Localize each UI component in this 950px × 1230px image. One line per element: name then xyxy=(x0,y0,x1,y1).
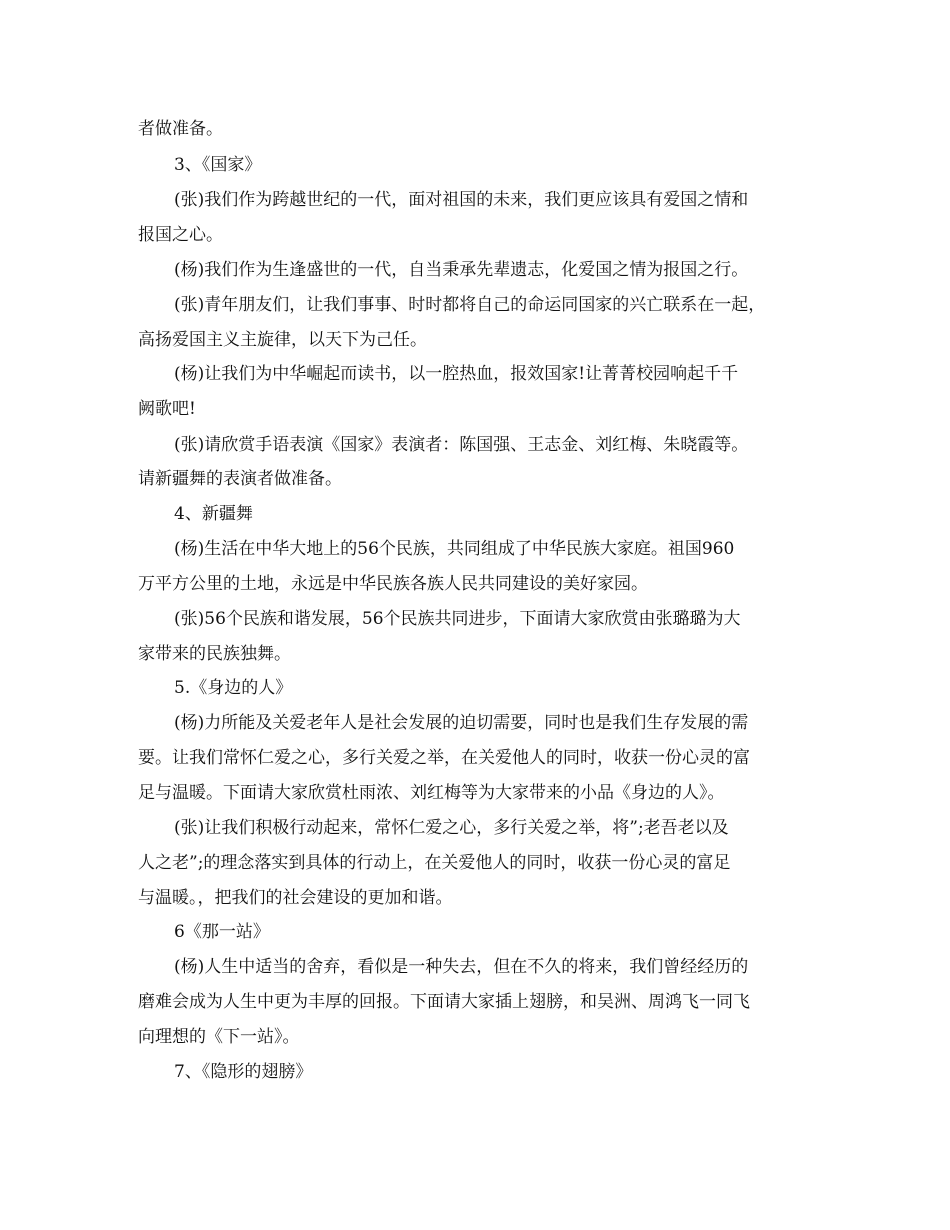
text-line: 阙歌吧! xyxy=(138,399,196,419)
text-line: (张)让我们积极行动起来，常怀仁爱之心，多行关爱之举，将”;老吾老以及 xyxy=(174,818,729,838)
text-line: 向理想的《下一站》。 xyxy=(138,1027,300,1047)
section-heading: 4、新疆舞 xyxy=(174,504,253,524)
text-line: 足与温暖。下面请大家欣赏杜雨浓、刘红梅等为大家带来的小品《身边的人》。 xyxy=(138,783,725,803)
section-heading: 5.《身边的人》 xyxy=(174,678,293,698)
text-line: (杨)我们作为生逢盛世的一代，自当秉承先辈遗志，化爱国之情为报国之行。 xyxy=(174,260,749,280)
text-line: 请新疆舞的表演者做准备。 xyxy=(138,469,342,489)
text-line: (杨)生活在中华大地上的56个民族，共同组成了中华民族大家庭。祖国960 xyxy=(174,539,735,559)
section-heading: 6《那一站》 xyxy=(174,922,270,942)
text-line: 家带来的民族独舞。 xyxy=(138,644,291,664)
text-line: 人之老”;的理念落实到具体的行动上，在关爱他人的同时，收获一份心灵的富足 xyxy=(138,853,731,873)
text-line: (张)我们作为跨越世纪的一代，面对祖国的未来，我们更应该具有爱国之情和 xyxy=(174,190,749,210)
text-line: (杨)人生中适当的舍弃，看似是一种失去，但在不久的将来，我们曾经经历的 xyxy=(174,957,749,977)
text-line: (杨)让我们为中华崛起而读书，以一腔热血，报效国家!让菁菁校园响起千千 xyxy=(174,364,739,384)
text-line: (张)请欣赏手语表演《国家》表演者：陈国强、王志金、刘红梅、朱晓霞等。 xyxy=(174,435,749,455)
text-line: 万平方公里的土地，永远是中华民族各族人民共同建设的美好家园。 xyxy=(138,574,648,594)
section-heading: 7、《隐形的翅膀》 xyxy=(174,1062,313,1082)
section-heading: 3、《国家》 xyxy=(174,155,262,175)
text-line: 要。让我们常怀仁爱之心，多行关爱之举，在关爱他人的同时，收获一份心灵的富 xyxy=(138,748,750,768)
text-line: (杨)力所能及关爱老年人是社会发展的迫切需要，同时也是我们生存发展的需 xyxy=(174,713,749,733)
text-line: 报国之心。 xyxy=(138,225,223,245)
text-line: 者做准备。 xyxy=(138,119,223,139)
text-line: 磨难会成为人生中更为丰厚的回报。下面请大家插上翅膀，和吴洲、周鸿飞一同飞 xyxy=(138,992,750,1012)
text-line: (张)青年朋友们，让我们事事、时时都将自己的命运同国家的兴亡联系在一起， xyxy=(174,295,766,315)
text-line: (张)56个民族和谐发展，56个民族共同进步，下面请大家欣赏由张璐璐为大 xyxy=(174,609,741,629)
text-line: 与温暖。，把我们的社会建设的更加和谐。 xyxy=(138,888,453,908)
text-line: 高扬爱国主义主旋律，以天下为己任。 xyxy=(138,330,427,350)
